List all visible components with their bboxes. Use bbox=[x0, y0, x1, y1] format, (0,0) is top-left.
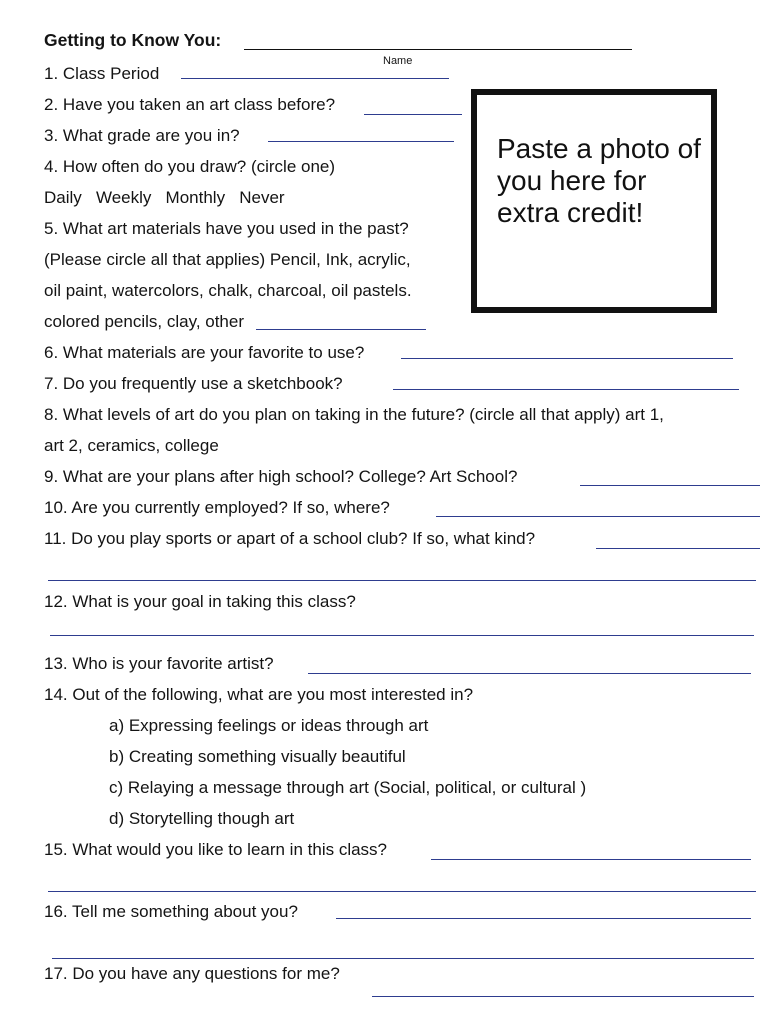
answer-line-15[interactable] bbox=[431, 859, 751, 860]
question-8-line-2: art 2, ceramics, college bbox=[44, 436, 219, 455]
question-15: 15. What would you like to learn in this class? bbox=[44, 840, 388, 859]
question-12: 12. What is your goal in taking this class? bbox=[44, 592, 356, 611]
question-3: 3. What grade are you in? bbox=[44, 126, 240, 145]
question-2: 2. Have you taken an art class before? bbox=[44, 95, 336, 114]
answer-line-15-extra[interactable] bbox=[48, 891, 756, 892]
question-14-option-a[interactable]: a) Expressing feelings or ideas through art bbox=[109, 716, 429, 735]
question-5-line-2: (Please circle all that applies) Pencil, Ink, acrylic, bbox=[44, 250, 411, 269]
answer-line-11-extra[interactable] bbox=[48, 580, 756, 581]
answer-line-6[interactable] bbox=[401, 358, 733, 359]
answer-line-10[interactable] bbox=[436, 516, 760, 517]
question-14-option-b[interactable]: b) Creating something visually beautiful bbox=[109, 747, 406, 766]
question-5-line-3: oil paint, watercolors, chalk, charcoal, oil pastels. bbox=[44, 281, 412, 300]
answer-line-11[interactable] bbox=[596, 548, 760, 549]
question-4: 4. How often do you draw? (circle one) bbox=[44, 157, 336, 176]
question-14: 14. Out of the following, what are you most interested in? bbox=[44, 685, 474, 704]
answer-line-16[interactable] bbox=[336, 918, 751, 919]
question-5-line-4: colored pencils, clay, other bbox=[44, 312, 245, 331]
answer-line-5[interactable] bbox=[256, 329, 426, 330]
question-8: 8. What levels of art do you plan on taking in the future? (circle all that apply) art 1, bbox=[44, 405, 664, 424]
question-14-option-d[interactable]: d) Storytelling though art bbox=[109, 809, 295, 828]
worksheet-title: Getting to Know You: bbox=[44, 30, 222, 50]
answer-line-16-extra[interactable] bbox=[52, 958, 754, 959]
question-16: 16. Tell me something about you? bbox=[44, 902, 298, 921]
question-13: 13. Who is your favorite artist? bbox=[44, 654, 274, 673]
question-9: 9. What are your plans after high school? College? Art School? bbox=[44, 467, 518, 486]
question-1: 1. Class Period bbox=[44, 64, 160, 83]
question-5: 5. What art materials have you used in the past? bbox=[44, 219, 409, 238]
photo-paste-box[interactable] bbox=[471, 89, 717, 313]
answer-line-9[interactable] bbox=[580, 485, 760, 486]
question-17: 17. Do you have any questions for me? bbox=[44, 964, 340, 983]
answer-line-3[interactable] bbox=[268, 141, 454, 142]
question-11: 11. Do you play sports or apart of a school club? If so, what kind? bbox=[44, 529, 536, 548]
question-10: 10. Are you currently employed? If so, where? bbox=[44, 498, 390, 517]
answer-line-2[interactable] bbox=[364, 114, 462, 115]
question-14-option-c[interactable]: c) Relaying a message through art (Social, political, or cultural ) bbox=[109, 778, 587, 797]
answer-line-13[interactable] bbox=[308, 673, 751, 674]
question-4-options[interactable]: Daily Weekly Monthly Never bbox=[44, 188, 285, 207]
answer-line-1[interactable] bbox=[181, 78, 449, 79]
name-label: Name bbox=[383, 55, 413, 67]
photo-box-text: Paste a photo of you here for extra credit! bbox=[497, 133, 701, 228]
answer-line-12[interactable] bbox=[50, 635, 754, 636]
answer-line-7[interactable] bbox=[393, 389, 739, 390]
question-6: 6. What materials are your favorite to use? bbox=[44, 343, 365, 362]
name-answer-line[interactable] bbox=[244, 49, 632, 50]
answer-line-17[interactable] bbox=[372, 996, 754, 997]
question-7: 7. Do you frequently use a sketchbook? bbox=[44, 374, 343, 393]
